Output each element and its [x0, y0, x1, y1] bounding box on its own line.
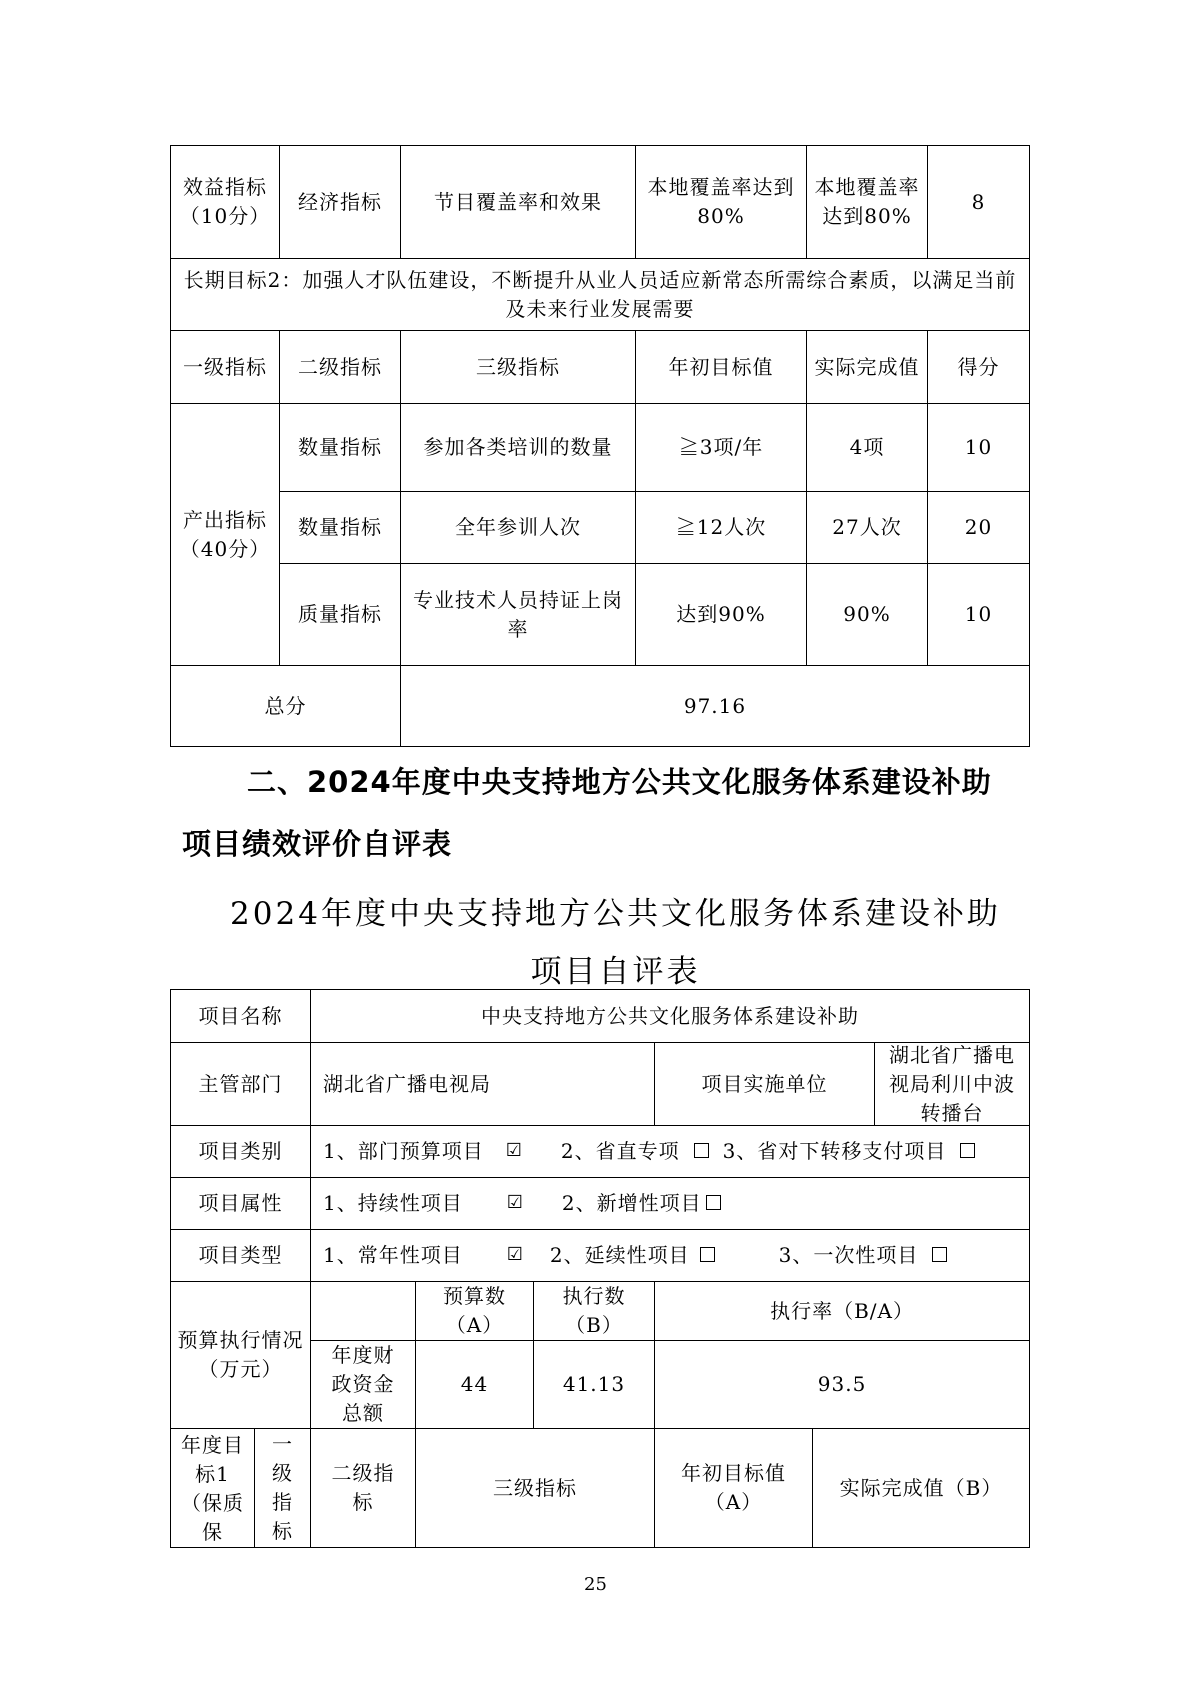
actual-cell: 本地覆盖率达到80% — [807, 146, 928, 259]
score-cell: 20 — [928, 492, 1030, 564]
level3-header: 三级指标 — [416, 1429, 655, 1548]
dept-label: 主管部门 — [171, 1043, 311, 1126]
attr-label: 项目属性 — [171, 1178, 311, 1230]
type-label: 项目类型 — [171, 1230, 311, 1282]
level2-cell: 数量指标 — [280, 492, 401, 564]
header-actual: 实际完成值 — [807, 331, 928, 404]
score-cell: 10 — [928, 404, 1030, 492]
checkbox-icon[interactable] — [932, 1247, 947, 1262]
total-row — [171, 666, 1030, 747]
level3-cell: 节目覆盖率和效果 — [401, 146, 636, 259]
table-title-line2: 项目自评表 — [530, 954, 701, 990]
total-label: 总分 — [171, 666, 401, 747]
category-options — [311, 1126, 1030, 1178]
score-cell: 10 — [928, 564, 1030, 666]
page-number: 25 — [584, 1574, 607, 1595]
checkbox-icon[interactable] — [706, 1195, 721, 1210]
attr-option-1: 1、持续性项目 — [323, 1191, 463, 1215]
actual-cell: 4项 — [807, 404, 928, 492]
target-cell: ≧3项/年 — [636, 404, 807, 492]
level3-cell: 全年参训人次 — [401, 492, 636, 564]
long-term-goal-row — [171, 259, 1030, 331]
budget-a-value: 44 — [416, 1341, 534, 1429]
output-indicator-cell: 产出指标（40分） — [171, 404, 280, 666]
target-header: 年初目标值（A） — [655, 1429, 813, 1548]
category-label: 项目类别 — [171, 1126, 311, 1178]
level1-cell: 效益指标（10分） — [171, 146, 280, 259]
impl-cell — [655, 1043, 1030, 1126]
budget-rate-header: 执行率（B/A） — [655, 1282, 1030, 1341]
type-option-3: 3、一次性项目 — [778, 1243, 919, 1267]
project-self-evaluation-table — [170, 989, 1030, 1548]
actual-cell: 90% — [807, 564, 928, 666]
type-option-1: 1、常年性项目 — [323, 1243, 463, 1267]
level2-cell: 质量指标 — [280, 564, 401, 666]
level2-header: 二级指标 — [311, 1429, 416, 1548]
checked-box-icon[interactable]: ☑ — [506, 1243, 524, 1265]
header-score: 得分 — [928, 331, 1030, 404]
budget-rate-value: 93.5 — [655, 1341, 1030, 1429]
level1-header: 一级指标 — [255, 1429, 311, 1548]
level3-cell: 专业技术人员持证上岗率 — [401, 564, 636, 666]
category-option-1: 1、部门预算项目 — [323, 1139, 484, 1163]
impl-label: 项目实施单位 — [655, 1043, 875, 1125]
attribute-row — [171, 1178, 1030, 1230]
table-row — [171, 564, 1030, 666]
target-cell: ≧12人次 — [636, 492, 807, 564]
level3-cell: 参加各类培训的数量 — [401, 404, 636, 492]
category-option-3: 3、省对下转移支付项目 — [722, 1139, 947, 1163]
target-cell: 本地覆盖率达到80% — [636, 146, 807, 259]
project-name-value: 中央支持地方公共文化服务体系建设补助 — [311, 990, 1030, 1043]
type-option-2: 2、延续性项目 — [549, 1243, 690, 1267]
level2-cell: 数量指标 — [280, 404, 401, 492]
budget-header-row — [171, 1282, 1030, 1341]
checkbox-icon[interactable] — [960, 1143, 975, 1158]
level2-cell: 经济指标 — [280, 146, 401, 259]
budget-b-header: 执行数（B） — [534, 1282, 655, 1341]
header-level2: 二级指标 — [280, 331, 401, 404]
goal-header-row — [171, 1429, 1030, 1548]
checkbox-icon[interactable] — [694, 1143, 709, 1158]
category-option-2: 2、省直专项 — [560, 1139, 680, 1163]
actual-header: 实际完成值（B） — [813, 1429, 1030, 1548]
budget-a-header: 预算数（A） — [416, 1282, 534, 1341]
actual-cell: 27人次 — [807, 492, 928, 564]
budget-label: 预算执行情况（万元） — [171, 1282, 311, 1429]
type-row — [171, 1230, 1030, 1282]
dept-value: 湖北省广播电视局 — [311, 1043, 655, 1126]
project-name-row — [171, 990, 1030, 1043]
impl-value: 湖北省广播电视局利川中波转播台 — [889, 1042, 1016, 1125]
total-value: 97.16 — [401, 666, 1030, 747]
section-heading-line1: 二、2024年度中央支持地方公共文化服务体系建设补助 — [247, 765, 992, 799]
table-header-row — [171, 331, 1030, 404]
long-term-goal: 长期目标2：加强人才队伍建设，不断提升从业人员适应新常态所需综合素质，以满足当前及未来行业发展需要 — [171, 259, 1030, 331]
score-cell: 8 — [928, 146, 1030, 259]
checked-box-icon[interactable]: ☑ — [506, 1191, 524, 1213]
checkbox-icon[interactable] — [700, 1247, 715, 1262]
table-row — [171, 404, 1030, 492]
budget-b-value: 41.13 — [534, 1341, 655, 1429]
performance-table-continued — [170, 145, 1030, 747]
header-target: 年初目标值 — [636, 331, 807, 404]
fund-label: 年度财政资金总额 — [311, 1341, 416, 1429]
type-options — [311, 1230, 1030, 1282]
category-row — [171, 1126, 1030, 1178]
header-level1: 一级指标 — [171, 331, 280, 404]
project-name-label: 项目名称 — [171, 990, 311, 1043]
attr-options — [311, 1178, 1030, 1230]
empty-cell — [311, 1282, 416, 1341]
header-level3: 三级指标 — [401, 331, 636, 404]
table-title-line1: 2024年度中央支持地方公共文化服务体系建设补助 — [230, 896, 1001, 932]
checked-box-icon[interactable]: ☑ — [505, 1139, 523, 1161]
target-cell: 达到90% — [636, 564, 807, 666]
attr-option-2: 2、新增性项目 — [561, 1191, 702, 1215]
table-row — [171, 492, 1030, 564]
annual-goal-label: 年度目标1（保质保 — [171, 1429, 255, 1548]
section-heading-line2: 项目绩效评价自评表 — [182, 827, 453, 861]
benefit-indicator-row — [171, 146, 1030, 259]
department-row — [171, 1043, 1030, 1126]
